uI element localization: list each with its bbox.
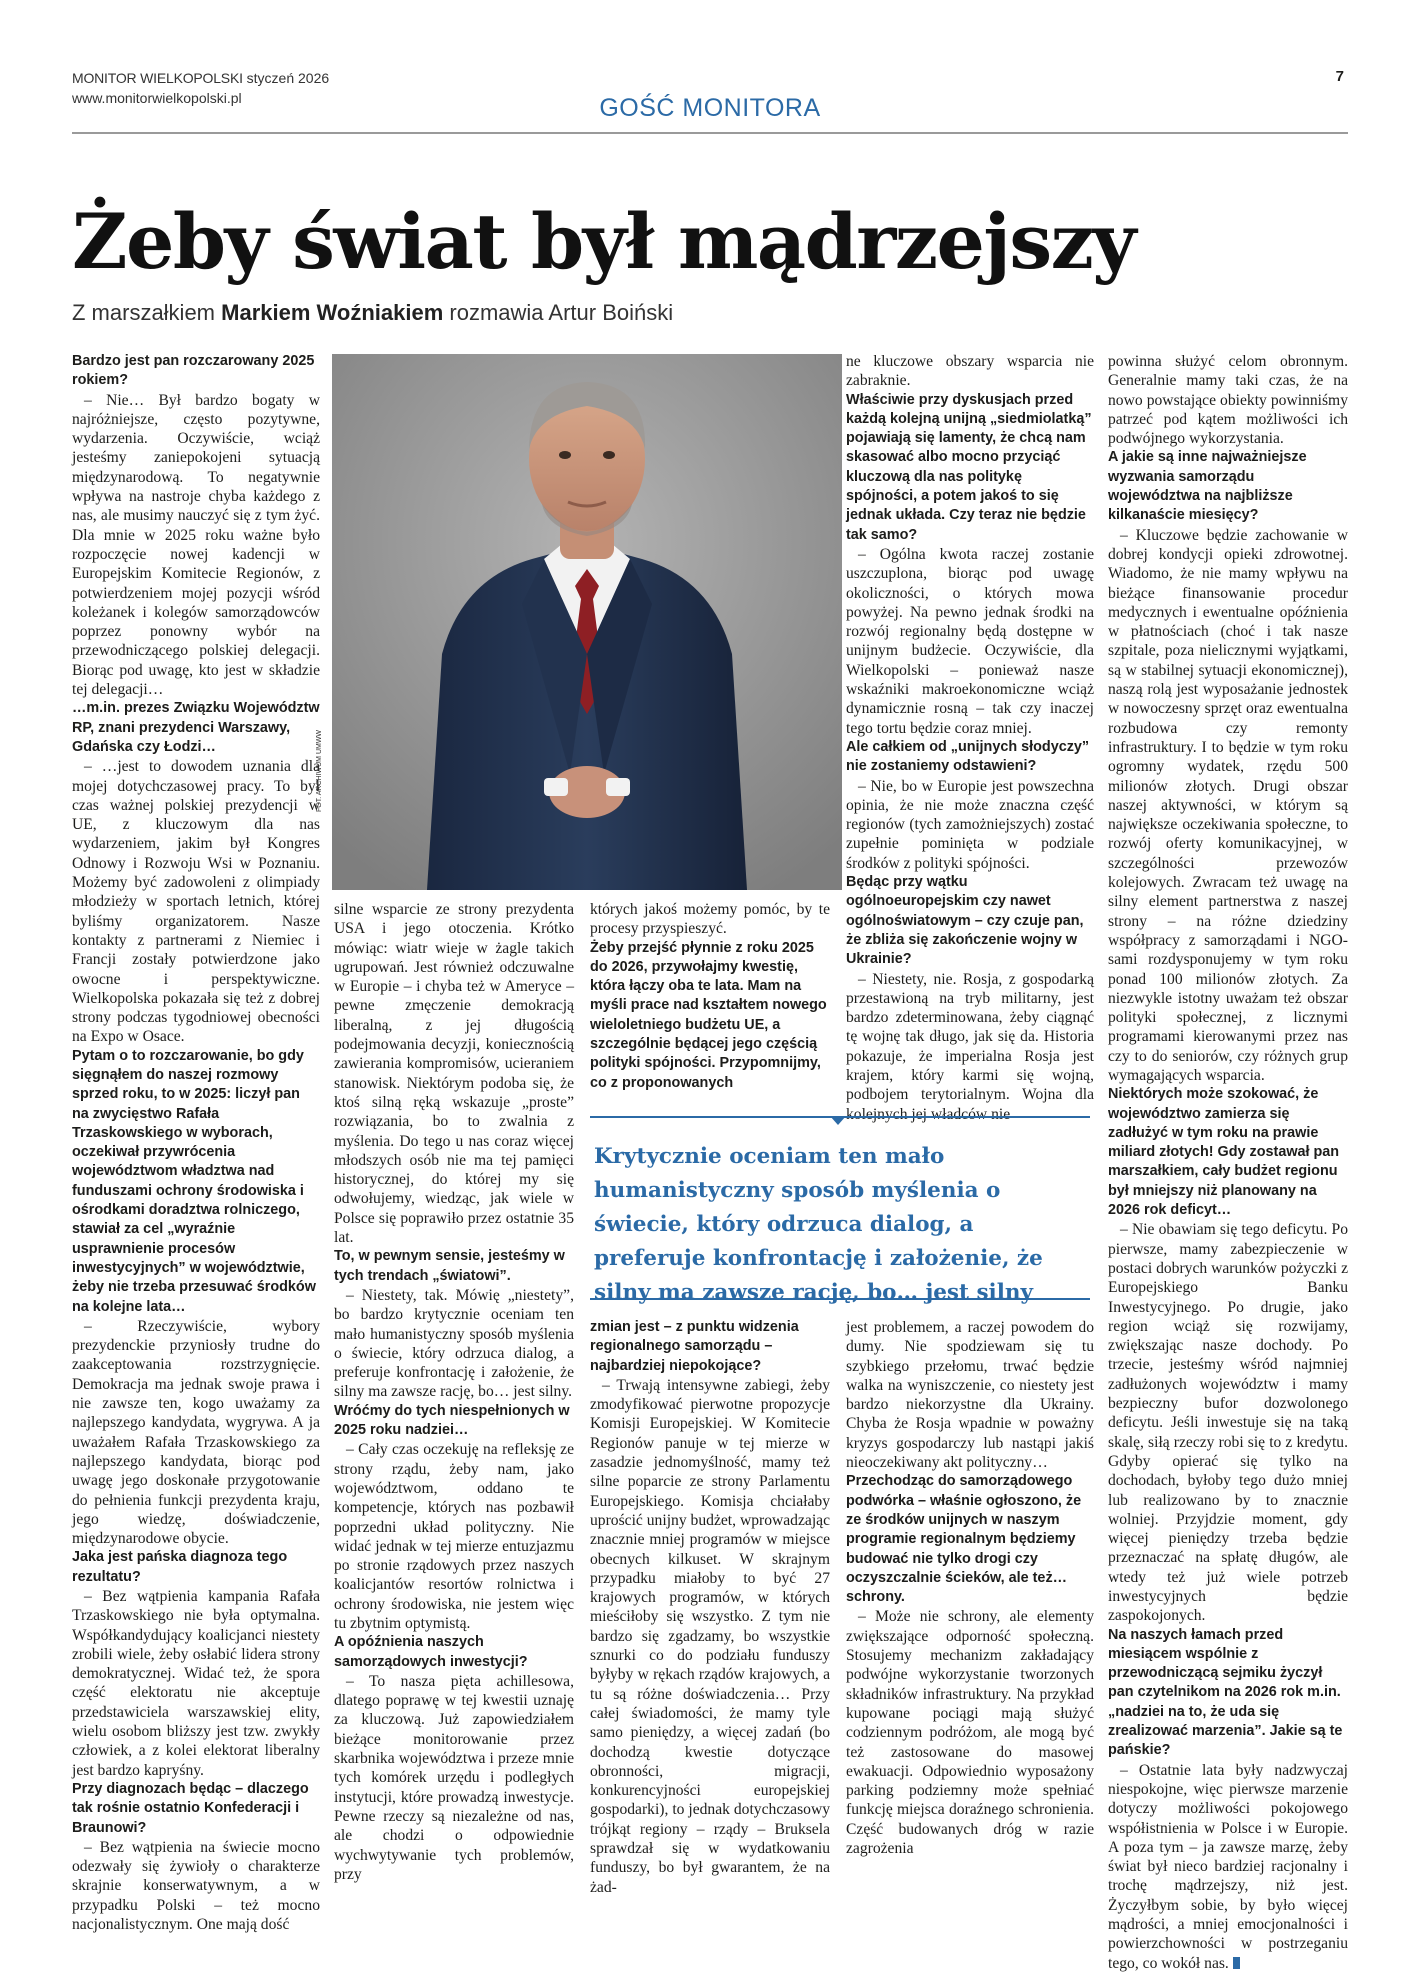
- pull-quote-arrow-icon: [830, 1116, 846, 1125]
- photo-credit: FOT. ARCHIWUM UMWW: [316, 729, 323, 812]
- interview-paragraph: – Nie obawiam się tego deficytu. Po pierwsze, mamy zabezpieczenie w postaci dobrych warunków pożyczki z Europejskiego Banku Inwestycyjnego. Po drugie, jako region wciąż się rozwijamy, zwiększając nasze dochody. Po trzecie, jesteśmy wśród najmniej zadłużonych województw i mamy bezpieczny bufor dozwolonego deficytu. Jeśli inwestuje się na taką skalę, siłą rzeczy robi się to z kredytu. Gdyby opierać się tylko na dochodach, byłoby tego dużo mniej lub realizowano by to znacznie wolniej. Przyjdzie moment, gdy więcej pieniędzy trzeba będzie przeznaczać na spłatę długów, ale wtedy też już wiele potrzeb inwestycyjnych będzie zaspokojonych.: [1108, 1221, 1348, 1625]
- column-2: [334, 900, 574, 1883]
- interview-question: Ale całkiem od „unijnych słodyczy” nie zostaniemy odstawieni?: [846, 738, 1090, 775]
- interview-question: A jakie są inne najważniejsze wyzwania samorządu województwa na najbliższe kilkanaście miesięcy?: [1108, 449, 1307, 524]
- interview-paragraph: – …jest to dowodem uznania dla mojej dotychczasowej pracy. To był czas ważnej polskiej prezydencji w UE, z kluczowym dla nas wydarzeniem, jakim był Kongres Odnowy i Rozwoju Wsi w Poznaniu. Możemy być zadowoleni z olimpiady młodzieży w sportach letnich, której byliśmy organizatorem. Nasze kontakty z partnerami z Niemiec i Francji zostały potwierdzone jako owocne i perspektywiczne. Wielkopolska pokazała się też z dobrej strony podczas tygodniowej obecności na Expo w Osace.: [72, 758, 320, 1046]
- interview-paragraph: – Może nie schrony, ale elementy zwiększające odporność społeczną. Stosujemy mechanizm zakładający podwójne wykorzystanie tworzonych składników infrastruktury. Na przykład kupowane pociągi mają służyć codziennym podróżom, ale mogą być też zastosowane do masowej ewakuacji. Odpowiednio wyposażony parking podziemny może spełniać funkcję miejsca doraźnego schronienia. Część budowanych dróg w razie zagrożenia: [846, 1608, 1094, 1858]
- interview-question: Na naszych łamach przed miesiącem wspólnie z przewodniczącą sejmiku życzył pan czytelnikom na 2026 rok m.in. „nadziei na to, że uda się zrealizować marzenia”. Jakie są te pańskie?: [1108, 1626, 1343, 1759]
- interview-paragraph: silne wsparcie ze strony prezydenta USA i jego otoczenia. Krótko mówiąc: wiatr wieje w żagle takich ugrupowań. Jest również odczuwalne w Europie – i chyba też w Ameryce – pewne zmęczenie demokracją liberalną, z jej długością podejmowania decyzji, koniecznością zawierania kompromisów, ucieraniem stanowisk. Niektórym podoba się, że ktoś silną ręką wskazuje „proste” rozwiązania, bo to zwalnia z myślenia. Do tego u nas coraz więcej młodszych osób nie ma tej pamięci historycznej, do której my się odwołujemy, wiedząc, jak wiele w Polsce się poprawiło przez ostatnie 35 lat.: [334, 901, 574, 1247]
- interview-paragraph: – Trwają intensywne zabiegi, żeby zmodyfikować pierwotne propozycje Komisji Europejskiej. W Komitecie Regionów panuje w tej mierze w zasadzie jednomyślność, mamy też silne poparcie ze strony Parlamentu Europejskiego. Komisja chciałaby uprościć unijny budżet, wprowadzając znacznie mniej programów w miejsce obecnych kilkuset. W skrajnym przypadku miałoby to być 27 krajowych programów, w których mieściłoby się wszystko. Z tym nie bardzo się zgadzamy, bo wszystkie sznurki co do podziału funduszy byłyby w rękach rządów krajowych, a tu są różne doświadczenia… Przy całej świadomości, że mamy tyle samo pieniędzy, a więcej zadań (bo dochodzą kwestie dotyczące obronności, migracji, konkurencyjności europejskiej gospodarki), to jednak dotychczasowy trójkąt regiony – rządy – Bruksela sprawdzał się w wydatkowaniu funduszy, bo był gwarantem, że na żad-: [590, 1376, 830, 1896]
- interview-question: Jaka jest pańska diagnoza tego rezultatu?: [72, 1549, 288, 1585]
- interview-question: Żeby przejść płynnie z roku 2025 do 2026, przywołajmy kwestię, która łączy oba te lata. Mam na myśli prace nad kształtem nowego wieloletniego budżetu UE, a szczególnie będącej jego częścią polityki spójności. Przypomnijmy, co z proponowanych: [590, 939, 827, 1091]
- interview-question: Bardzo jest pan rozczarowany 2025 rokiem?: [72, 353, 315, 389]
- column-3-top: [590, 900, 830, 1100]
- publication-line: [72, 68, 329, 88]
- page-header: [72, 68, 1348, 134]
- interview-paragraph: – Cały czas oczekuję na refleksję ze strony rządu, żeby nam, jako województwom, oddano te kompetencje, których nas pozbawił poprzedni układ polityczny. Nie widać jednak w tej mierze entuzjazmu po stronie rządowych przez naszych koalicjantów resortów rolnictwa i ochrony środowiska, nie jestem więc tu zbytnim optymistą.: [334, 1441, 574, 1632]
- website-link[interactable]: www.monitorwielkopolski.pl: [72, 90, 242, 106]
- interview-question: Właściwie przy dyskusjach przed każdą kolejną unijną „siedmiolatką” pojawiają się lamenty, że chcą nam skasować albo mocno przyciąć kluczową dla nas politykę spójności, a potem jakoś to się jednak układa. Czy teraz nie będzie tak samo?: [846, 391, 1092, 543]
- column-4-bottom: [846, 1318, 1094, 1858]
- column-3-bottom: [590, 1318, 830, 1896]
- issue-date: styczeń 2026: [246, 70, 330, 86]
- section-title: GOŚĆ MONITORA: [599, 94, 821, 122]
- interview-paragraph: – Niestety, tak. Mówię „niestety”, bo bardzo krytycznie oceniam ten mało humanistyczny sposób myślenia o świecie, który odrzuca dialog, a preferuje konfrontację i założenie, że silny ma zawsze rację, bo… jest silny.: [334, 1286, 574, 1401]
- byline-prefix: Z marszałkiem: [72, 300, 216, 325]
- end-of-article-icon: [1233, 1957, 1240, 1969]
- byline: [72, 300, 673, 326]
- article-title: Żeby świat był mądrzejszy: [72, 197, 1135, 286]
- byline-suffix: rozmawia Artur Boiński: [449, 300, 674, 325]
- portrait-photo: [332, 354, 842, 890]
- interview-question: To, w pewnym sensie, jesteśmy w tych trendach „światowi”.: [334, 1248, 565, 1284]
- interview-paragraph: powinna służyć celom obronnym. Generalnie mamy taki czas, że na nowo powstające obiekty powinniśmy patrzeć pod kątem możliwości ich podwójnego wykorzystania.: [1108, 353, 1348, 448]
- interview-paragraph: – Rzeczywiście, wybory prezydenckie przyniosły trudne do zaakceptowania rozstrzygnięcie. Demokracja ma jednak swoje prawa i nie zawsze ten, kogo uważamy za najlepszego kandydata, wygrywa. A ja uważałem Rafała Trzaskowskiego za najlepszego kandydata, biorąc pod uwagę jego doskonałe przygotowanie do pełnienia funkcji prezydenta kraju, jego wiedzę, doświadczenie, międzynarodowe obycie.: [72, 1317, 320, 1548]
- interview-paragraph: – Niestety, nie. Rosja, z gospodarką przestawioną na tryb militarny, jest bardzo zdeterminowana, żeby ciągnąć tę wojnę tak długo, jak się da. Historia pokazuje, że imperialna Rosja jest krajem, który karmi się wojną, podbojem terytorialnym. Wojna dla kolejnych jej władców nie: [846, 970, 1094, 1123]
- interview-paragraph: których jakoś możemy pomóc, by te procesy przyspieszyć.: [590, 901, 830, 938]
- interview-paragraph: – Bez wątpienia kampania Rafała Trzaskowskiego nie była optymalna. Współkandydujący koalicjanci niestety zrobili wiele, żeby osłabić lidera strony demokratycznej. Widać też, że spora część elektoratu nie akceptuje przedstawiciela warszawskiej elity, wielu osobom bliższy jest tzw. zwykły człowiek, a z kolei elektorat liberalny jest bardzo kapryśny.: [72, 1588, 320, 1779]
- interview-paragraph: – Ogólna kwota raczej zostanie uszczuplona, biorąc pod uwagę okoliczności, o których mowa powyżej. Na pewno jednak środki na rozwój regionalny będą dostępne w unijnym budżecie. Oczywiście, dla Wielkopolski – ponieważ nasze wskaźniki makroekonomiczne wciąż dynamicznie rosną – tak czy inaczej tego tortu będzie coraz mniej.: [846, 545, 1094, 737]
- byline-guest: Markiem Woźniakiem: [221, 300, 444, 325]
- portrait-illustration: [332, 354, 842, 890]
- interview-paragraph: – Bez wątpienia na świecie mocno odezwały się żywioły o charakterze skrajnie konserwatywnym, a w przypadku Polski – też mocno nacjonalistycznym. One mają dość: [72, 1838, 320, 1934]
- page-number: 7: [1335, 68, 1344, 85]
- pull-quote-box: [590, 1116, 1090, 1305]
- interview-question: zmian jest – z punktu widzenia regionalnego samorządu – najbardziej niepokojące?: [590, 1319, 799, 1374]
- interview-paragraph: jest problemem, a raczej powodem do dumy. Nie spodziewam się tu szybkiego przełomu, trwać będzie walka na wyniszczenie, co niestety jest bardzo niekorzystne dla Ukrainy. Chyba że Rosja wpadnie w poważny kryzys gospodarczy lub nastąpi jakiś nieoczekiwany akt polityczny…: [846, 1319, 1094, 1472]
- interview-paragraph: – Kluczowe będzie zachowanie w dobrej kondycji opieki zdrowotnej. Wiadomo, że nie mamy wpływu na bieżące finansowanie procedur medycznych i ewentualne opóźnienia w płatnościach (choć i tak nasze szpitale, poza nielicznymi wyjątkami, są w stabilnej sytuacji ekonomicznej), naszą rolą jest wyposażanie jednostek w nowoczesny sprzęt oraz ewentualna rozbudowa czy remonty infrastruktury. I to będzie w tym roku ogromny wydatek, rzędu 500 milionów złotych. Drugi obszar naszej aktywności, w którym są największe oczekiwania społeczne, to rozwój oferty komunikacyjnej, w szczególności przewozów kolejowych. Zwracam też uwagę na silny element partnerstwa z naszej strony – na różne dziedziny współpracy z samorządami i NGO-sami rozdysponujemy w tym roku ponad 100 milionów złotych. Za niezwykle istotny uważam też obszar polityki społecznej, z licznymi programami kierowanymi przez nas czy to do seniorów, czy różnych grup wymagających wsparcia.: [1108, 526, 1348, 1084]
- interview-paragraph: – Nie, bo w Europie jest powszechna opinia, że nie może znaczna część regionów (tych zamożniejszych) zostać zupełnie pominięta w podziale środków z polityki spójności.: [846, 777, 1094, 872]
- interview-question: Pytam o to rozczarowanie, bo gdy sięgnąłem do naszej rozmowy sprzed roku, to w 2025: liczył pan na zwycięstwo Rafała Trzaskowskiego w wyborach, oczekiwał przywrócenia województwom władztwa nad funduszami ochrony środowiska i ośrodkami doradztwa rolniczego, stawiał za cel „wyraźnie usprawnienie procesów inwestycyjnych” w województwie, żeby nie trzeba przesuwać środków na kolejne lata…: [72, 1047, 316, 1315]
- interview-question: …m.in. prezes Związku Województw RP, znani prezydenci Warszawy, Gdańska czy Łodzi…: [72, 700, 320, 755]
- interview-paragraph: – To nasza pięta achillesowa, dlatego poprawę w tej kwestii uznaję za kluczową. Już zapowiedziałem bieżące monitorowanie przez skarbnika województwa i przeze mnie tych komórek urzędu i podległych instytucji, które prowadzą inwestycje. Pewne rzeczy są niezależne od nas, ale chodzi o odpowiednie wychwytywanie tych problemów, przy: [334, 1672, 574, 1883]
- interview-question: Będąc przy wątku ogólnoeuropejskim czy nawet ogólnoświatowym – czy czuje pan, że zbliża się zakończenie wojny w Ukrainie?: [846, 874, 1084, 968]
- interview-paragraph: ne kluczowe obszary wsparcia nie zabraknie.: [846, 353, 1094, 390]
- right-cuff: [606, 778, 630, 796]
- left-cuff: [544, 778, 568, 796]
- right-eye: [603, 451, 615, 459]
- column-4-top: [846, 352, 1094, 1123]
- left-eye: [559, 451, 571, 459]
- pull-quote: Krytycznie oceniam ten mało humanistyczny sposób myślenia o świecie, który odrzuca dialog, a preferuje konfrontację i założenie, że silny ma zawsze rację, bo… jest silny: [594, 1144, 1043, 1305]
- interview-question: A opóźnienia naszych samorządowych inwestycji?: [334, 1634, 528, 1670]
- interview-question: Wróćmy do tych niespełnionych w 2025 roku nadziei…: [334, 1402, 570, 1439]
- interview-question: Przechodząc do samorządowego podwórka – właśnie ogłoszono, że ze środków unijnych w naszym programie regionalnym będziemy budować nie tylko drogi czy oczyszczalnie ścieków, ale też… schrony.: [846, 1473, 1082, 1606]
- interview-question: Niektórych może szokować, że województwo zamierza się zadłużyć w tym roku na prawie miliard złotych! Gdy zostawał pan marszałkiem, cały budżet regionu był mniejszy niż planowany na 2026 rok deficyt…: [1108, 1086, 1340, 1219]
- column-1: [72, 352, 320, 1934]
- publication-name: MONITOR WIELKOPOLSKI: [72, 70, 243, 86]
- interview-paragraph: – Nie… Był bardzo bogaty w najróżniejsze, często pozytywne, wydarzenia. Oczywiście, wciąż jesteśmy zaniepokojeni sytuacją międzynarodową. To negatywnie wpływa na nastroje chyba każdego z nas, ale musimy nauczyć się z tym żyć. Dla mnie w 2025 roku ważne było rozpoczęcie nowej kadencji w Europejskim Komitecie Regionów, z potwierdzeniem mojej pozycji wśród koleżanek i kolegów samorządowców poprzez ponowny wybór na przewodniczącego polskiej delegacji. Biorąc pod uwagę, kto jest w składzie tej delegacji…: [72, 391, 320, 699]
- interview-question: Przy diagnozach będąc – dlaczego tak rośnie ostatnio Konfederacji i Braunowi?: [72, 1780, 309, 1836]
- interview-paragraph: – Ostatnie lata były nadzwyczaj niespokojne, więc pierwsze marzenie dotyczy możliwości pokojowego współistnienia w Polsce i w Europie. A poza tym – ja zawsze marzę, żeby świat był nieco bardziej racjonalny i trochę mądrzejszy, niż jest. Życzyłbym sobie, by było więcej mądrości, a mniej emocjonalności i powierzchowności w postrzeganiu tego, co wokół nas.: [1108, 1761, 1348, 1972]
- column-5: [1108, 352, 1348, 1972]
